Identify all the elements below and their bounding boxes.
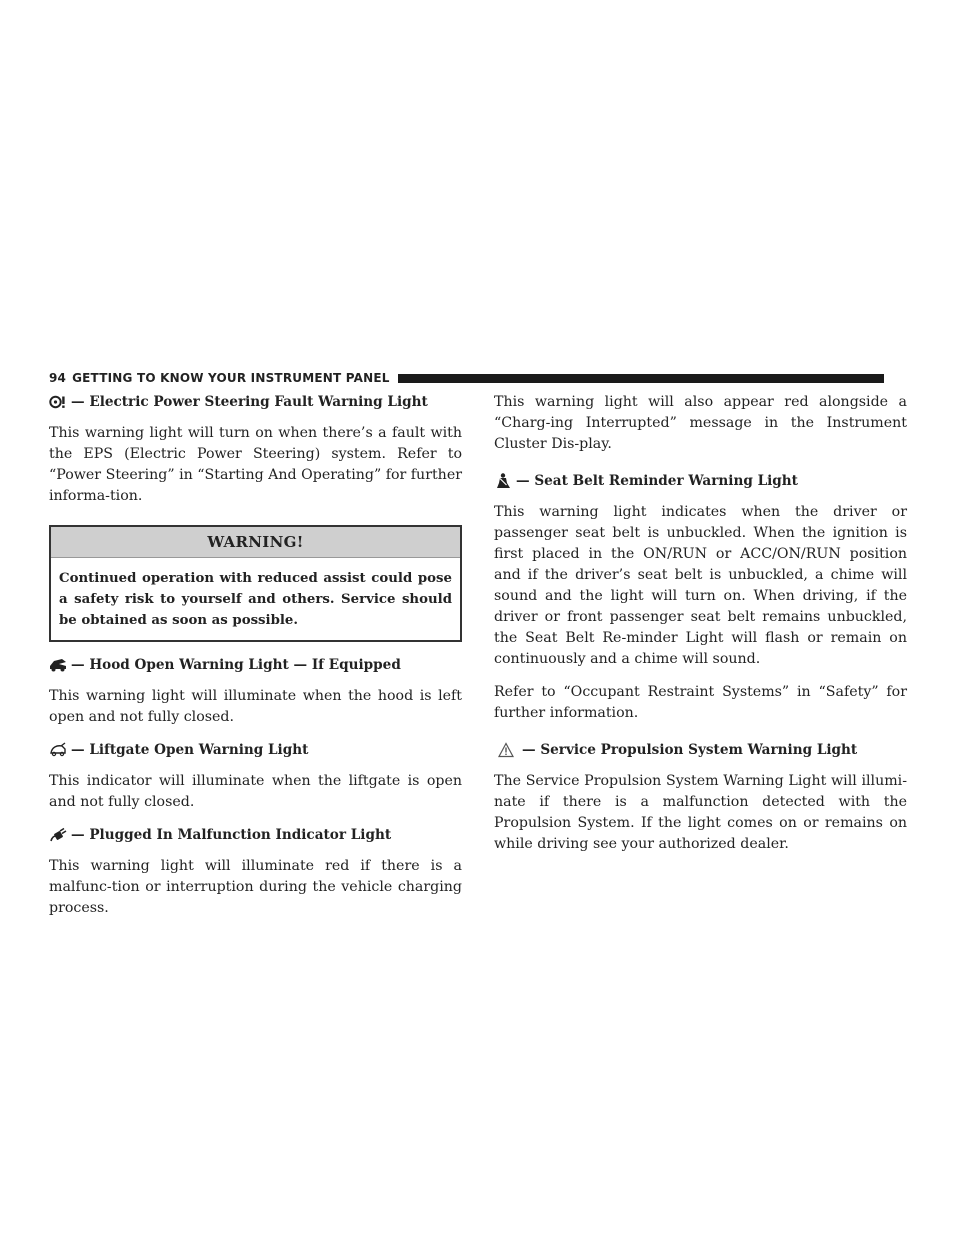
hood-open-icon <box>49 657 67 673</box>
warning-box <box>49 525 462 642</box>
hood-body: This warning light will illuminate when the hood is left open and not fully closed. <box>49 688 462 725</box>
hood-heading <box>49 655 462 675</box>
plug-icon <box>49 827 67 843</box>
liftgate-heading <box>49 740 462 760</box>
page-number: 94 <box>49 371 67 385</box>
warning-title: WARNING! <box>51 527 460 558</box>
charging-continuation: This warning light will also appear red alongside a “Charg-ing Interrupted” message in the Instrument Cluster Dis-play. <box>494 394 907 452</box>
section-title: GETTING TO KNOW YOUR INSTRUMENT PANEL <box>72 371 390 385</box>
right-column <box>494 392 907 867</box>
liftgate-open-icon <box>49 742 67 758</box>
liftgate-heading-text: — Liftgate Open Warning Light <box>71 742 309 758</box>
steering-warning-icon <box>49 394 67 410</box>
seatbelt-icon <box>494 473 512 489</box>
left-column <box>49 392 462 931</box>
seatbelt-body: This warning light indicates when the driver or passenger seat belt is unbuckled. When the ignition is first placed in the ON/RUN or ACC/ON/RUN position and if the driver’s seat belt is unbuckled, a chime will sound and the light will turn on. When driving, if the driver or front passenger seat belt remains unbuckled, the Seat Belt Re-minder Light will flash or remain on continuously and a chime will sound. <box>494 504 907 667</box>
seatbelt-refer: Refer to “Occupant Restraint Systems” in “Safety” for further information. <box>494 684 907 721</box>
eps-heading-text: — Electric Power Steering Fault Warning Light <box>71 394 428 410</box>
plugged-heading <box>49 825 462 845</box>
seatbelt-heading-text: — Seat Belt Reminder Warning Light <box>516 473 798 489</box>
running-header <box>49 370 884 386</box>
plugged-heading-text: — Plugged In Malfunction Indicator Light <box>71 827 392 843</box>
warning-body: Continued operation with reduced assist could pose a safety risk to yourself and others. Service should be obtained as soon as possible. <box>59 571 452 628</box>
eps-heading <box>49 392 462 412</box>
propulsion-body: The Service Propulsion System Warning Light will illumi-nate if there is a malfunction detected with the Propulsion System. If the light comes on or remains on while driving see your authorized dealer. <box>494 773 907 852</box>
seatbelt-heading <box>494 471 907 491</box>
propulsion-heading <box>494 740 907 760</box>
warning-triangle-icon <box>498 742 516 758</box>
header-rule <box>398 374 884 383</box>
propulsion-heading-text: — Service Propulsion System Warning Light <box>522 742 858 758</box>
hood-heading-text: — Hood Open Warning Light — If Equipped <box>71 657 401 673</box>
liftgate-body: This indicator will illuminate when the liftgate is open and not fully closed. <box>49 773 462 810</box>
eps-body: This warning light will turn on when there’s a fault with the EPS (Electric Power Steering) system. Refer to “Power Steering” in “Starting And Operating” for further informa-tion. <box>49 425 462 504</box>
plugged-body: This warning light will illuminate red if there is a malfunc-tion or interruption during the vehicle charging process. <box>49 858 462 916</box>
